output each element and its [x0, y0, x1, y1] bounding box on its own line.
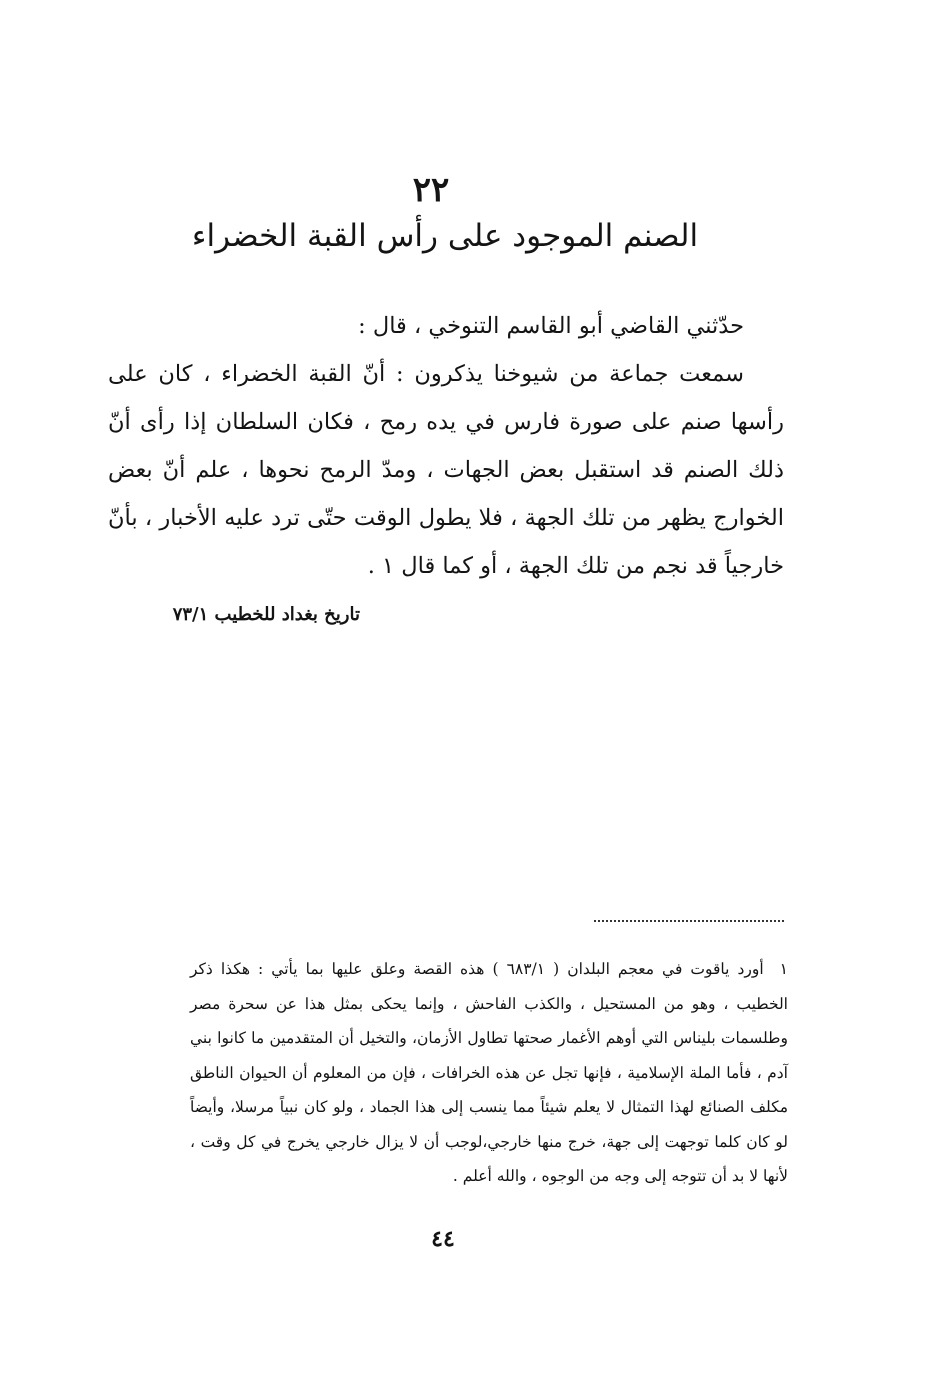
footnote [190, 952, 788, 1194]
paragraph-intro: حدّثني القاضي أبو القاسم التنوخي ، قال : [358, 313, 744, 339]
footnotes [190, 952, 788, 1194]
main-text [108, 302, 784, 590]
page-number: ٤٤ [431, 1226, 455, 1252]
paragraph-narration: سمعت جماعة من شيوخنا يذكرون : أنّ القبة الخضراء ، كان على رأسها صنم على صورة فارس في يده رمح ، فكان السلطان إذا رأى أنّ ذلك الصنم قد استقبل بعض الجهات ، ومدّ الرمح نحوها ، علم أنّ بعض الخوارج يظهر من تلك الجهة ، فلا يطول الوقت حتّى ترد عليه الأخبار ، بأنّ خارجياً قد نجم من تلك الجهة ، أو كما قال ١ . [108, 361, 784, 579]
chapter-title: الصنم الموجود على رأس القبة الخضراء [191, 218, 699, 254]
footnote-text: أورد ياقوت في معجم البلدان ( ٦٨٣/١ ) هذه القصة وعلق عليها بما يأتي : هكذا ذكر الخطيب ، وهو من المستحيل ، والكذب الفاحش ، وإنما يحكى بمثل هذا عن سحرة مصر وطلسمات بليناس التي أوهم الأغمار صحتها تطاول الأزمان، والتخيل أن المتقدمين ما كانوا بني آدم ، فأما الملة الإسلامية ، فإنها تجل عن هذه الخرافات ، فإن من المعلوم أن الحيوان الناطق مكلف الصنائع لهذا التمثال لا يعلم شيئاً مما ينسب إلى هذا الجماد ، ولو كان نبياً مرسلا، وأيضاً لو كان كلما توجهت إلى جهة، خرج منها خارجي،لوجب أن لا يزال خارجي يخرج في كل وقت ، لأنها لا بد أن تتوجه إلى وجه من الوجوه ، والله أعلم . [190, 960, 788, 1185]
footnote-marker: ١ [779, 960, 788, 978]
source-citation: تاريخ بغداد للخطيب ٧٣/١ [172, 604, 360, 625]
chapter-number: ٢٢ [412, 170, 450, 210]
footnote-divider [594, 920, 784, 922]
